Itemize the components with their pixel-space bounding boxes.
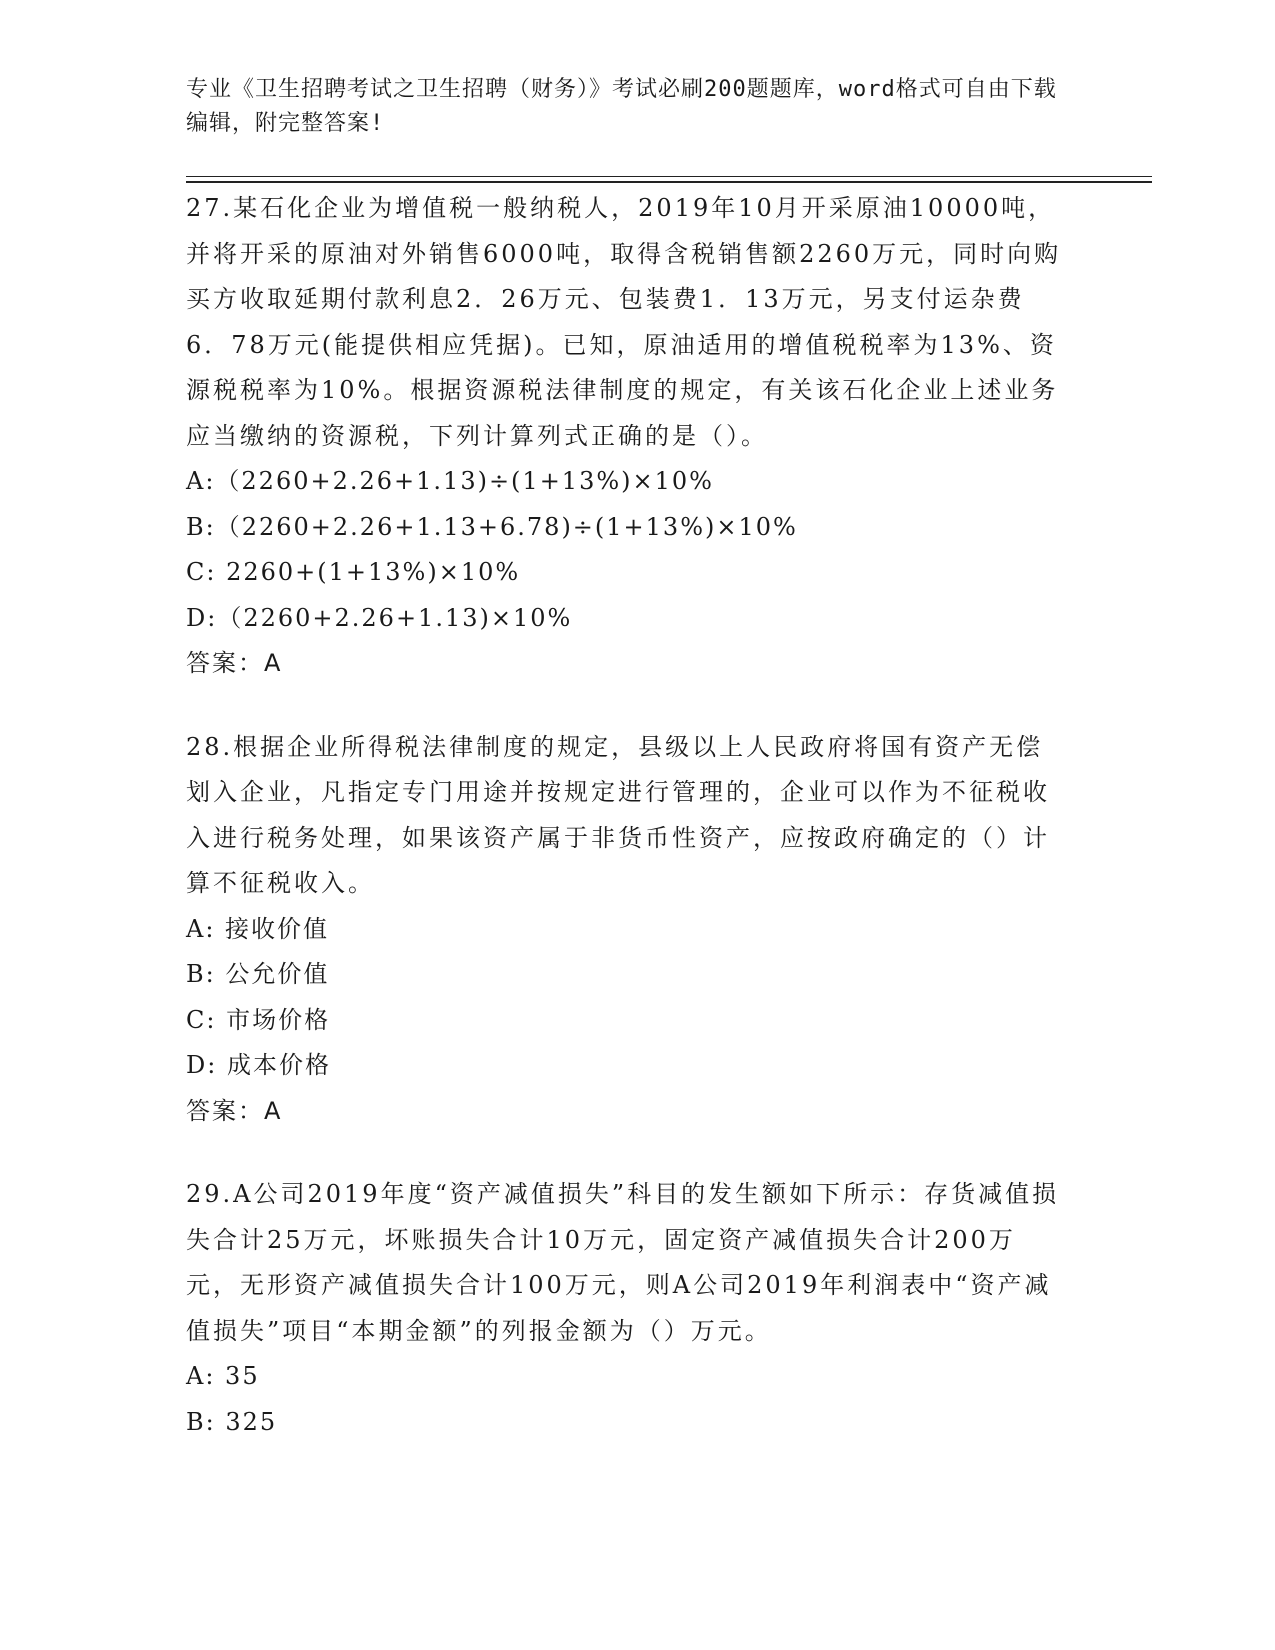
option-d: D:（2260+2.26+1.13)×10% <box>186 603 573 632</box>
answer-line: 答案：A <box>186 1096 283 1125</box>
question-28 <box>186 725 1066 1135</box>
answer-line: 答案：A <box>186 649 283 677</box>
option-d: D: 成本价格 <box>186 1051 331 1079</box>
question-stem: 27.某石化企业为增值税一般纳税人，2019年10月开采原油10000吨，并将开采的原油对外销售6000吨，取得含税销售额2260万元，同时向购买方收取延期付款利息2．26万元、包装费1．13万元，另支付运杂费6．78万元(能提供相应凭据)。已知，原油适用的增值税税率为13%、资源税税率为10%。根据资源税法律制度的规定，有关该石化企业上述业务应当缴纳的资源税，下列计算列式正确的是（）。 <box>186 194 1062 450</box>
header-divider-thick <box>186 181 1152 183</box>
option-a: A: 接收价值 <box>186 914 330 943</box>
header-divider-thin <box>186 176 1152 177</box>
document-header: 专业《卫生招聘考试之卫生招聘（财务）》考试必刷200题题库，word格式可自由下载编辑，附完整答案! <box>186 77 1057 136</box>
option-b: B: 公允价值 <box>186 960 330 988</box>
option-b: B: 325 <box>186 1407 278 1436</box>
question-29 <box>186 1172 1066 1445</box>
option-c: C: 2260+(1+13%)×10% <box>186 558 521 586</box>
question-stem: 29.A公司2019年度“资产减值损失”科目的发生额如下所示：存货减值损失合计25万元，坏账损失合计10万元，固定资产减值损失合计200万元，无形资产减值损失合计100万元，则A公司2019年利润表中“资产减值损失”项目“本期金额”的列报金额为（）万元。 <box>186 1180 1060 1345</box>
option-c: C: 市场价格 <box>186 1005 331 1034</box>
question-list <box>186 186 1066 1483</box>
option-a: A: 35 <box>186 1362 260 1390</box>
option-a: A:（2260+2.26+1.13)÷(1+13%)×10% <box>186 467 714 495</box>
option-b: B:（2260+2.26+1.13+6.78)÷(1+13%)×10% <box>186 512 798 541</box>
question-27 <box>186 186 1066 687</box>
question-stem: 28.根据企业所得税法律制度的规定，县级以上人民政府将国有资产无偿划入企业，凡指定专门用途并按规定进行管理的，企业可以作为不征税收入进行税务处理，如果该资产属于非货币性资产，应按政府确定的（）计算不征税收入。 <box>186 732 1050 897</box>
